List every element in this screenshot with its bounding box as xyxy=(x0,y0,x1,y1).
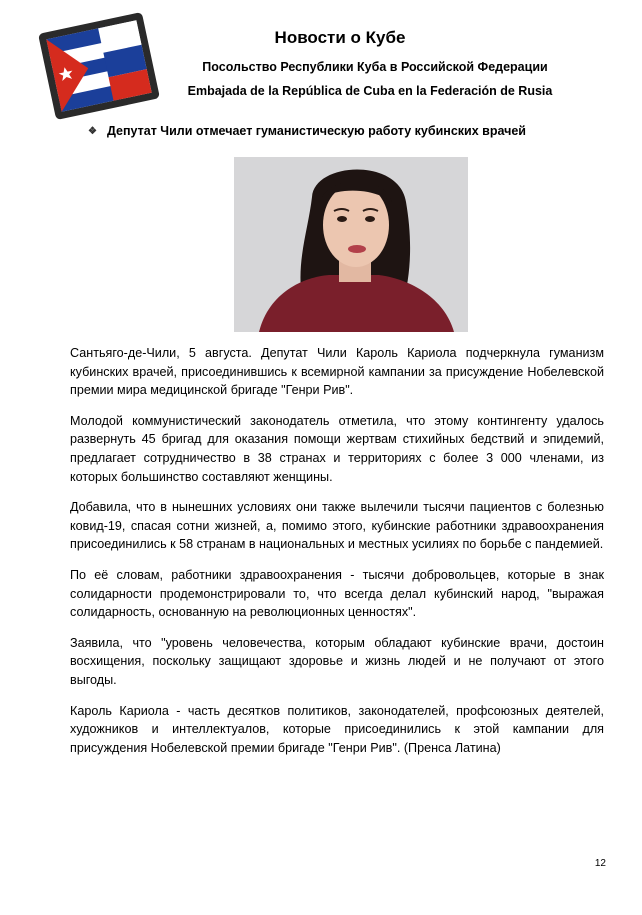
article-photo xyxy=(234,157,468,332)
page-title: Новости о Кубе xyxy=(274,28,406,47)
article-paragraph: Заявила, что "уровень человечества, которым обладают кубинские врачи, достоин восхищения, поскольку защищают здоровье и жизнь людей и не получают от этого выгоды. xyxy=(70,635,604,687)
article-paragraph: Сантьяго-де-Чили, 5 августа. Депутат Чили Кароль Кариола подчеркнула гуманизм кубинских врачей, присоединившись к всемирной кампании за присуждение Нобелевской премии мира медицинской бригаде "Генри Рив". xyxy=(70,346,604,398)
article-paragraph: Кароль Кариола - часть десятков политиков, законодателей, профсоюзных деятелей, художников и интеллектуалов, которые присоединились к этой кампании для присуждения Нобелевской премии бригаде "Генри Рив". (Пренса Латина) xyxy=(70,703,604,755)
article-paragraph: Молодой коммунистический законодатель отметила, что этому контингенту удалось развернуть 45 бригад для оказания помощи жертвам стихийных бедствий и эпидемий, предлагает сотрудничество в 38 странах и территориях с более 3 000 членами, из которых большинство составляют женщины. xyxy=(70,413,604,484)
article-headline: Депутат Чили отмечает гуманистическую работу кубинских врачей xyxy=(106,124,526,138)
cuba-russia-flags-icon xyxy=(36,10,163,123)
article-paragraph: Добавила, что в нынешних условиях они также вылечили тысячи пациентов с болезнью ковид-19, спасая сотни жизней, а, помимо этого, кубинские работники здравоохранения присоединились к 58 странам в национальных и местных усилиях по борьбе с пандемией. xyxy=(70,500,604,552)
embassy-name-es: Embajada de la República de Cuba en la Federación de Rusia xyxy=(187,84,553,98)
embassy-name-ru: Посольство Республики Куба в Российской Федерации xyxy=(202,60,548,74)
article-body xyxy=(70,344,604,769)
article-headline-row xyxy=(88,124,608,138)
page-number: 12 xyxy=(594,858,606,869)
diamond-bullet-icon: ❖ xyxy=(88,125,97,137)
article-paragraph: По её словам, работники здравоохранения - тысячи добровольцев, которые в знак солидарности продемонстрировали то, что всегда делал кубинский народ, "выражая солидарность, основанную на революционных ценностях". xyxy=(70,567,604,620)
